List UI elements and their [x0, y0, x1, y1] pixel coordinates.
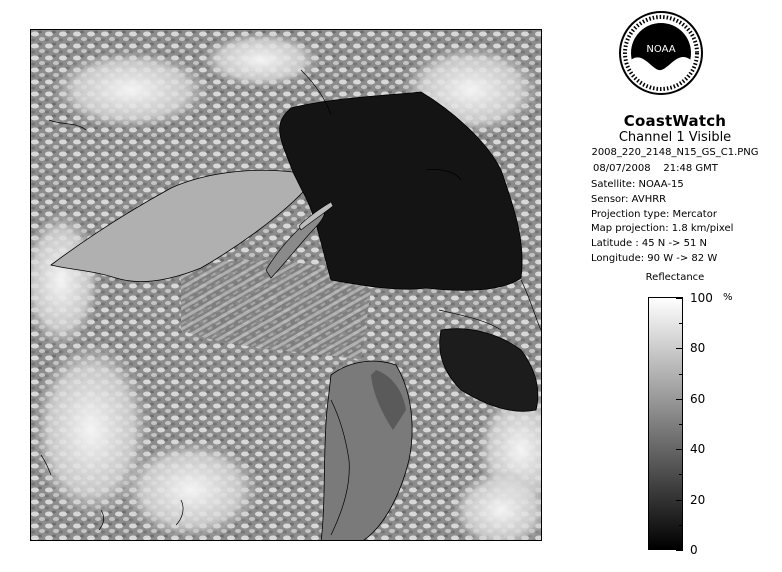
colorbar-tick	[676, 298, 683, 299]
colorbar-tick-label: 20	[690, 493, 706, 507]
satellite-image-panel[interactable]	[30, 29, 542, 541]
colorbar-tick-label: 100	[690, 291, 713, 305]
colorbar-tick-label: 0	[690, 543, 698, 557]
brand-title: CoastWatch	[623, 112, 727, 130]
colorbar-tick	[676, 550, 683, 551]
colorbar-tick	[679, 424, 683, 425]
time-value: 21:48 GMT	[663, 163, 718, 174]
colorbar-tick-label: 40	[690, 442, 706, 456]
file-name: 2008_220_2148_N15_GS_C1.PNG	[591, 147, 759, 158]
date-value: 08/07/2008	[593, 163, 651, 174]
sensor-label: Sensor: AVHRR	[591, 194, 667, 205]
latitude-label: Latitude : 45 N -> 51 N	[591, 238, 707, 249]
satellite-label: Satellite: NOAA-15	[591, 179, 684, 190]
legend-unit: %	[723, 292, 733, 303]
colorbar-tick	[676, 500, 683, 501]
noaa-logo-text: NOAA	[646, 44, 676, 55]
legend-title: Reflectance	[645, 272, 705, 283]
colorbar-tick	[676, 399, 683, 400]
projection-type-label: Projection type: Mercator	[591, 209, 717, 220]
noaa-logo	[618, 10, 704, 100]
satellite-image	[31, 30, 542, 541]
colorbar-tick	[679, 525, 683, 526]
colorbar-tick	[679, 323, 683, 324]
longitude-label: Longitude: 90 W -> 82 W	[591, 253, 718, 264]
colorbar-tick	[679, 374, 683, 375]
colorbar-tick-label: 60	[690, 392, 706, 406]
reflectance-colorbar	[648, 297, 683, 550]
colorbar-tick-label: 80	[690, 341, 706, 355]
colorbar-tick	[676, 449, 683, 450]
channel-label: Channel 1 Visible	[618, 130, 732, 145]
date-time	[593, 163, 718, 174]
map-projection-label: Map projection: 1.8 km/pixel	[591, 223, 734, 234]
colorbar-tick	[679, 474, 683, 475]
colorbar-tick	[676, 348, 683, 349]
